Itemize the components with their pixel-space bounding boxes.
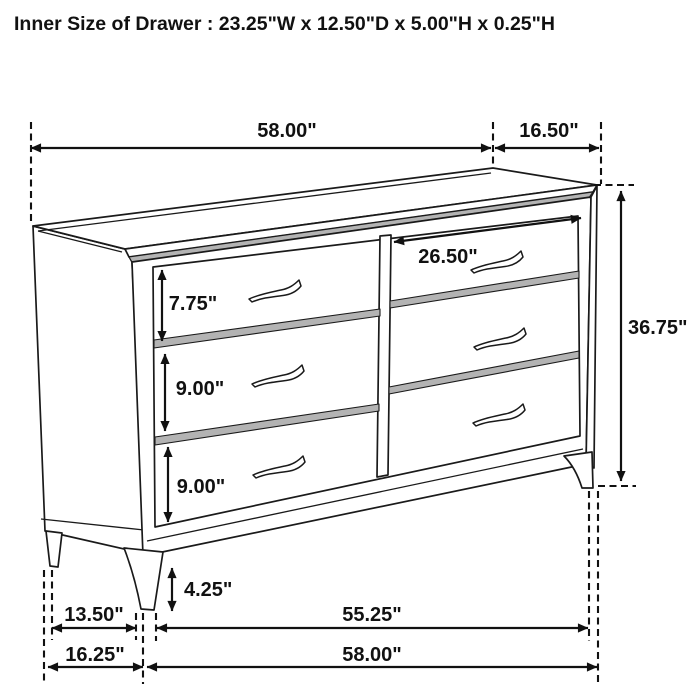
dim-leg-height bbox=[172, 568, 232, 611]
dim-label-base-front-width: 55.25" bbox=[342, 604, 402, 626]
dim-overall-height bbox=[621, 191, 688, 481]
dim-base-depth bbox=[48, 644, 143, 667]
dim-label-leg-setback: 13.50" bbox=[64, 604, 124, 626]
back-left-leg bbox=[46, 531, 62, 567]
dim-base-front-width bbox=[157, 604, 588, 628]
dim-top-width bbox=[31, 120, 491, 148]
dresser-left-side-panel bbox=[33, 226, 146, 554]
dim-label-top-drawer-height: 7.75" bbox=[168, 293, 218, 315]
dim-base-overall-width bbox=[147, 644, 597, 667]
dim-label-base-overall-width: 58.00" bbox=[342, 644, 402, 666]
dim-label-overall-height: 36.75" bbox=[628, 317, 688, 339]
front-left-leg bbox=[124, 548, 163, 610]
dim-top-depth bbox=[495, 120, 599, 148]
front-right-leg bbox=[564, 452, 593, 488]
dresser-drawing bbox=[33, 168, 597, 610]
dim-label-drawer-front-width: 26.50" bbox=[418, 246, 478, 268]
dim-label-leg-height: 4.25" bbox=[184, 579, 233, 601]
dim-label-base-depth: 16.25" bbox=[65, 644, 125, 666]
dim-label-bottom-drawer-height: 9.00" bbox=[176, 476, 226, 498]
dim-label-top-width: 58.00" bbox=[257, 120, 317, 142]
center-divider bbox=[377, 235, 391, 477]
diagram-title: Inner Size of Drawer : 23.25"W x 12.50"D x 5.00"H x 0.25"H bbox=[14, 13, 555, 35]
dim-label-top-depth: 16.50" bbox=[519, 120, 579, 142]
dim-leg-setback bbox=[52, 604, 136, 628]
dim-label-middle-drawer-height: 9.00" bbox=[175, 378, 225, 400]
